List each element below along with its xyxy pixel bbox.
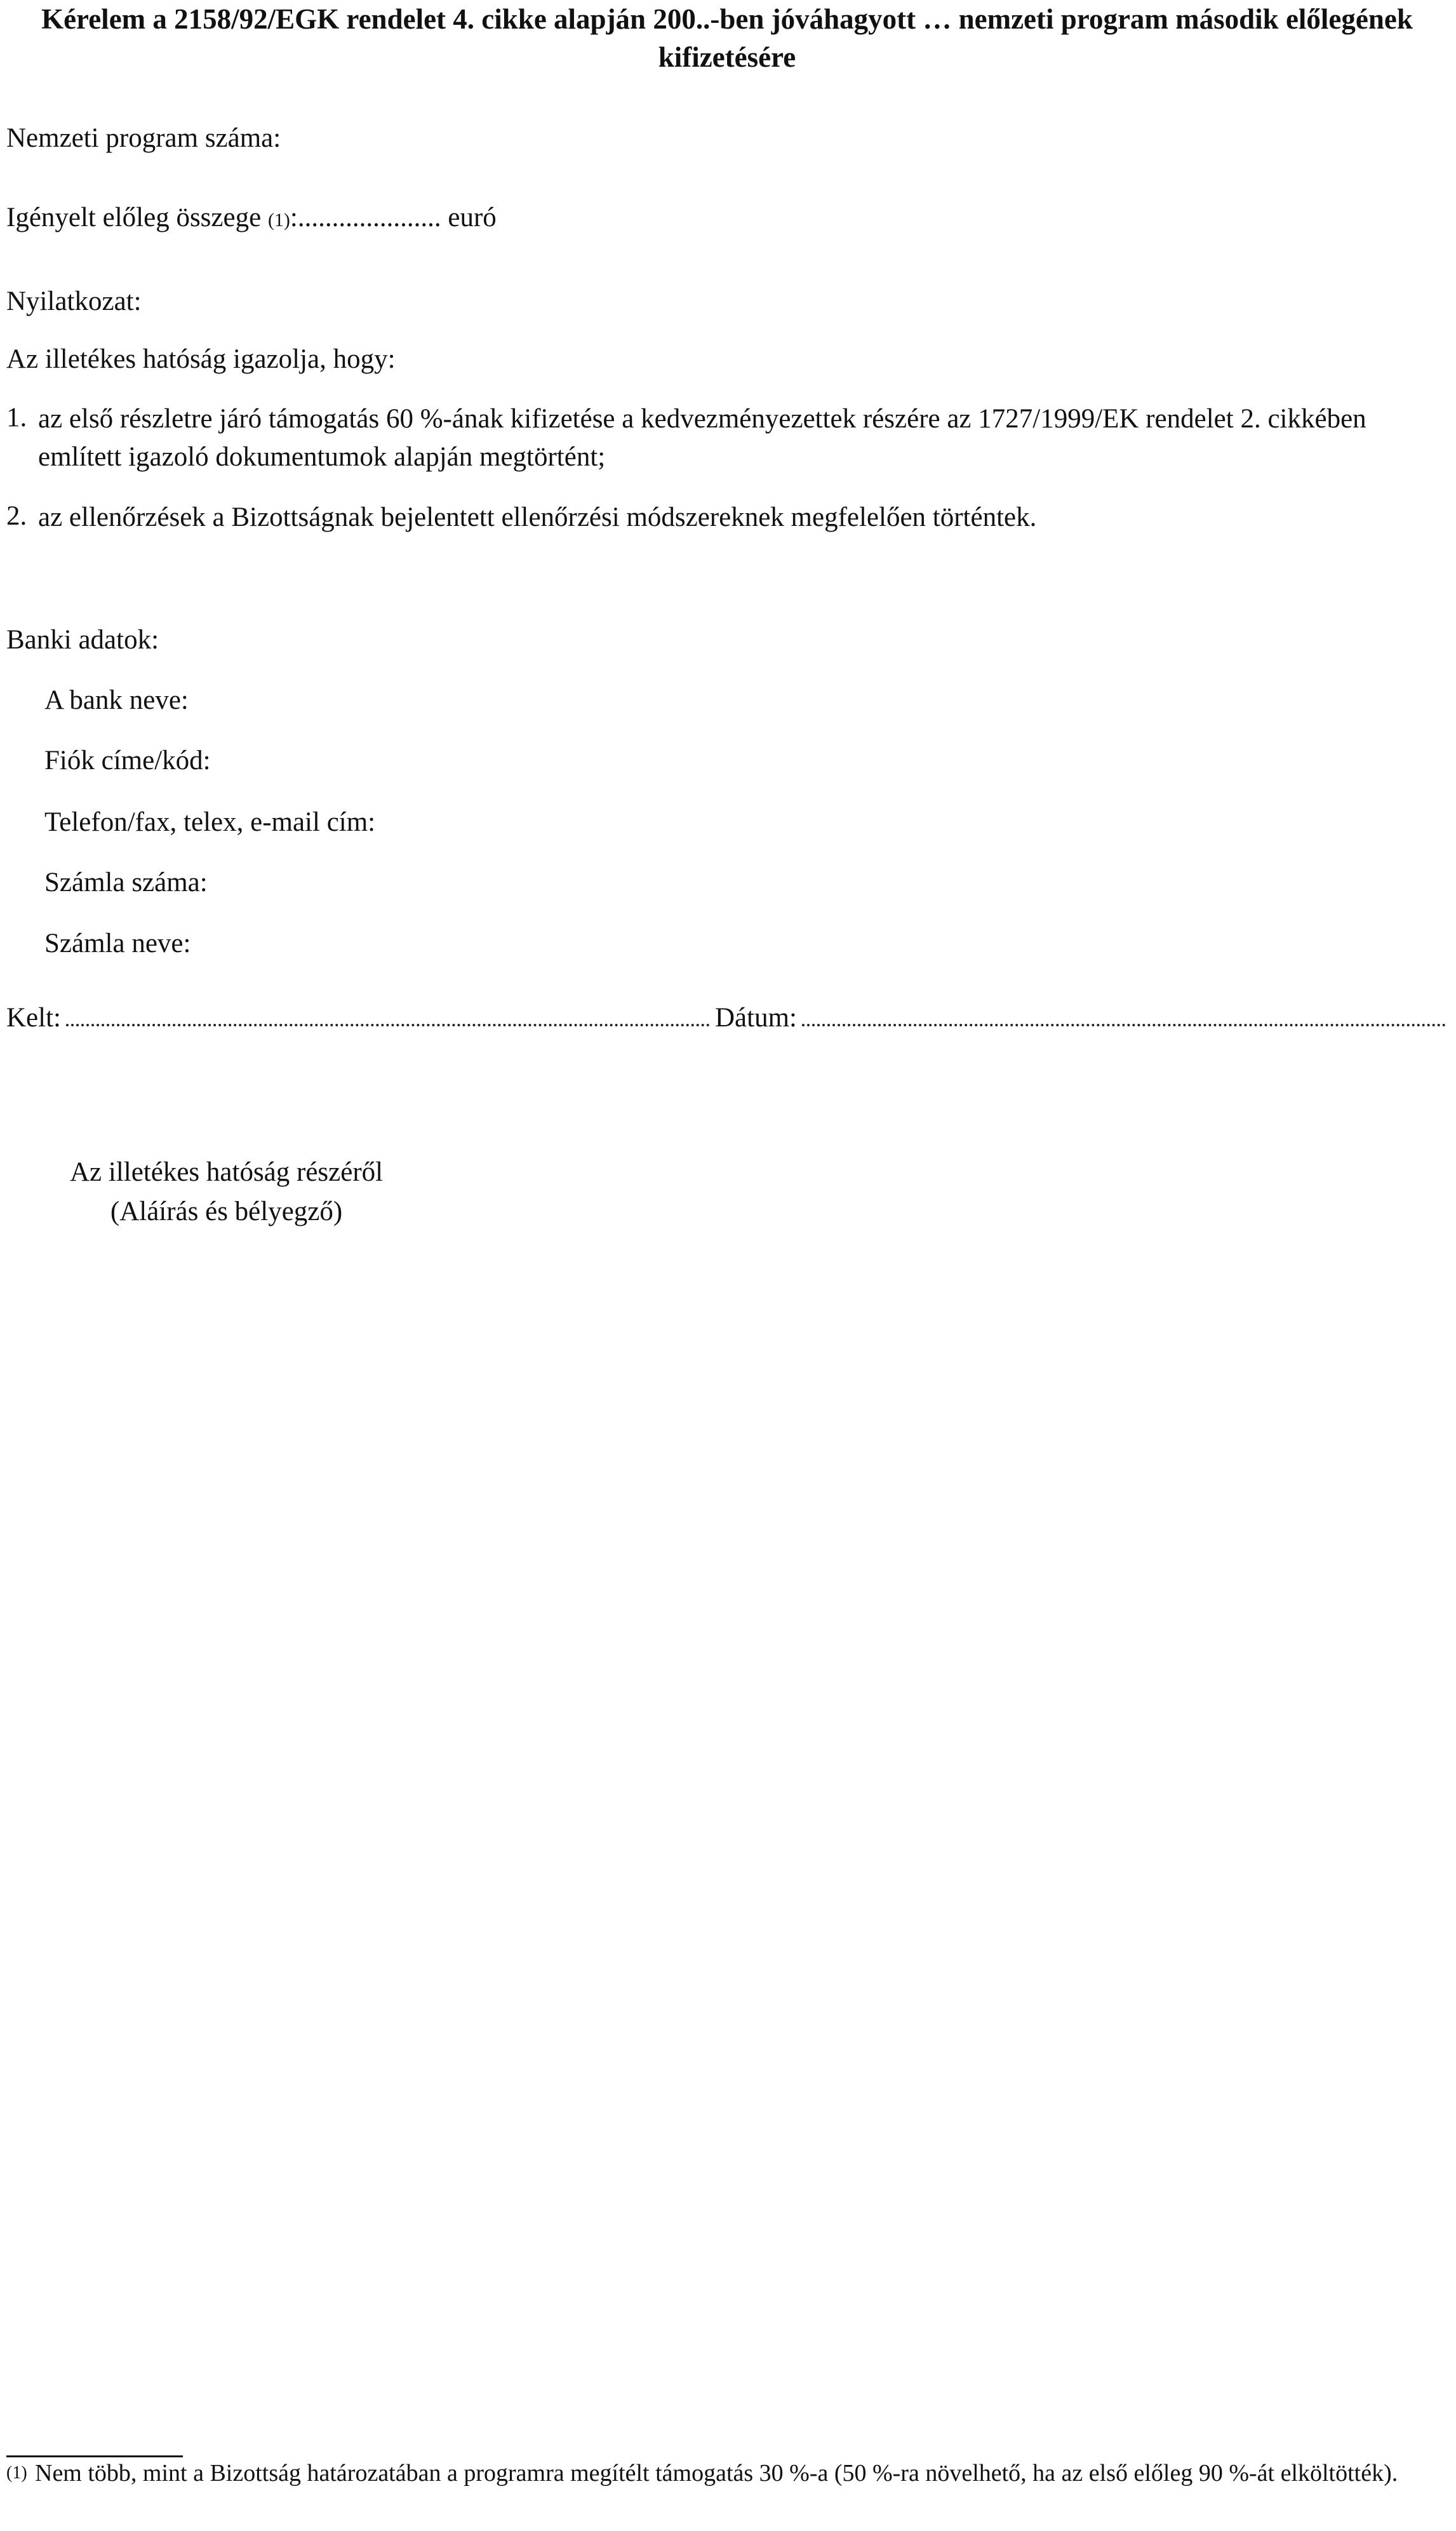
advance-footnote-ref: (1)	[267, 210, 290, 231]
account-number-label: Számla száma:	[44, 868, 208, 897]
signature-line-2: (Aláírás és bélyegző)	[110, 1197, 343, 1226]
document-title: Kérelem a 2158/92/EGK rendelet 4. cikke alapján 200..-ben jóváhagyott … nemzeti program második előlegének kifizetésére	[41, 3, 1413, 73]
kelt-dotted-line	[66, 1017, 710, 1026]
declaration-label: Nyilatkozat:	[6, 286, 142, 316]
item-text: az ellenőrzések a Bizottságnak bejelentett ellenőrzési módszereknek megfelelően történtek.	[38, 502, 1037, 532]
authority-certifies: Az illetékes hatóság igazolja, hogy:	[6, 344, 396, 374]
footnote-rule	[6, 2455, 183, 2457]
item-number: 2.	[6, 501, 27, 531]
advance-amount-dots: :.....................	[290, 203, 441, 232]
declaration-item-2	[6, 499, 1448, 537]
place-date-row	[6, 1000, 1451, 1036]
footnote	[6, 2458, 1451, 2488]
branch-address-label: Fiók címe/kód:	[44, 746, 211, 775]
signature-block	[70, 1153, 383, 1232]
bank-heading: Banki adatok:	[6, 625, 159, 655]
footnote-text: Nem több, mint a Bizottság határozatában a programra megítélt támogatás 30 %-a (50 %-ra növelhető, ha az első előleg 90 %-át elköltötték).	[35, 2460, 1398, 2487]
datum-dotted-line	[802, 1017, 1446, 1026]
contact-label: Telefon/fax, telex, e-mail cím:	[44, 807, 376, 837]
datum-label: Dátum:	[715, 1003, 797, 1033]
item-text: az első részletre járó támogatás 60 %-ának kifizetése a kedvezményezettek részére az 1727/1999/EK rendelet 2. cikkében említett igazoló dokumentumok alapján megtörtént;	[38, 404, 1366, 472]
kelt-label: Kelt:	[6, 1003, 61, 1033]
footnote-mark: (1)	[6, 2463, 27, 2483]
account-name-label: Számla neve:	[44, 929, 191, 958]
signature-line-1: Az illetékes hatóság részéről	[70, 1157, 384, 1187]
program-number-label: Nemzeti program száma:	[6, 123, 281, 153]
item-number: 1.	[6, 403, 27, 433]
advance-amount-line	[6, 200, 497, 236]
advance-amount-unit: euró	[448, 203, 497, 232]
bank-name-label: A bank neve:	[44, 685, 189, 715]
advance-amount-label: Igényelt előleg összege	[6, 203, 262, 232]
declaration-item-1	[6, 400, 1448, 476]
